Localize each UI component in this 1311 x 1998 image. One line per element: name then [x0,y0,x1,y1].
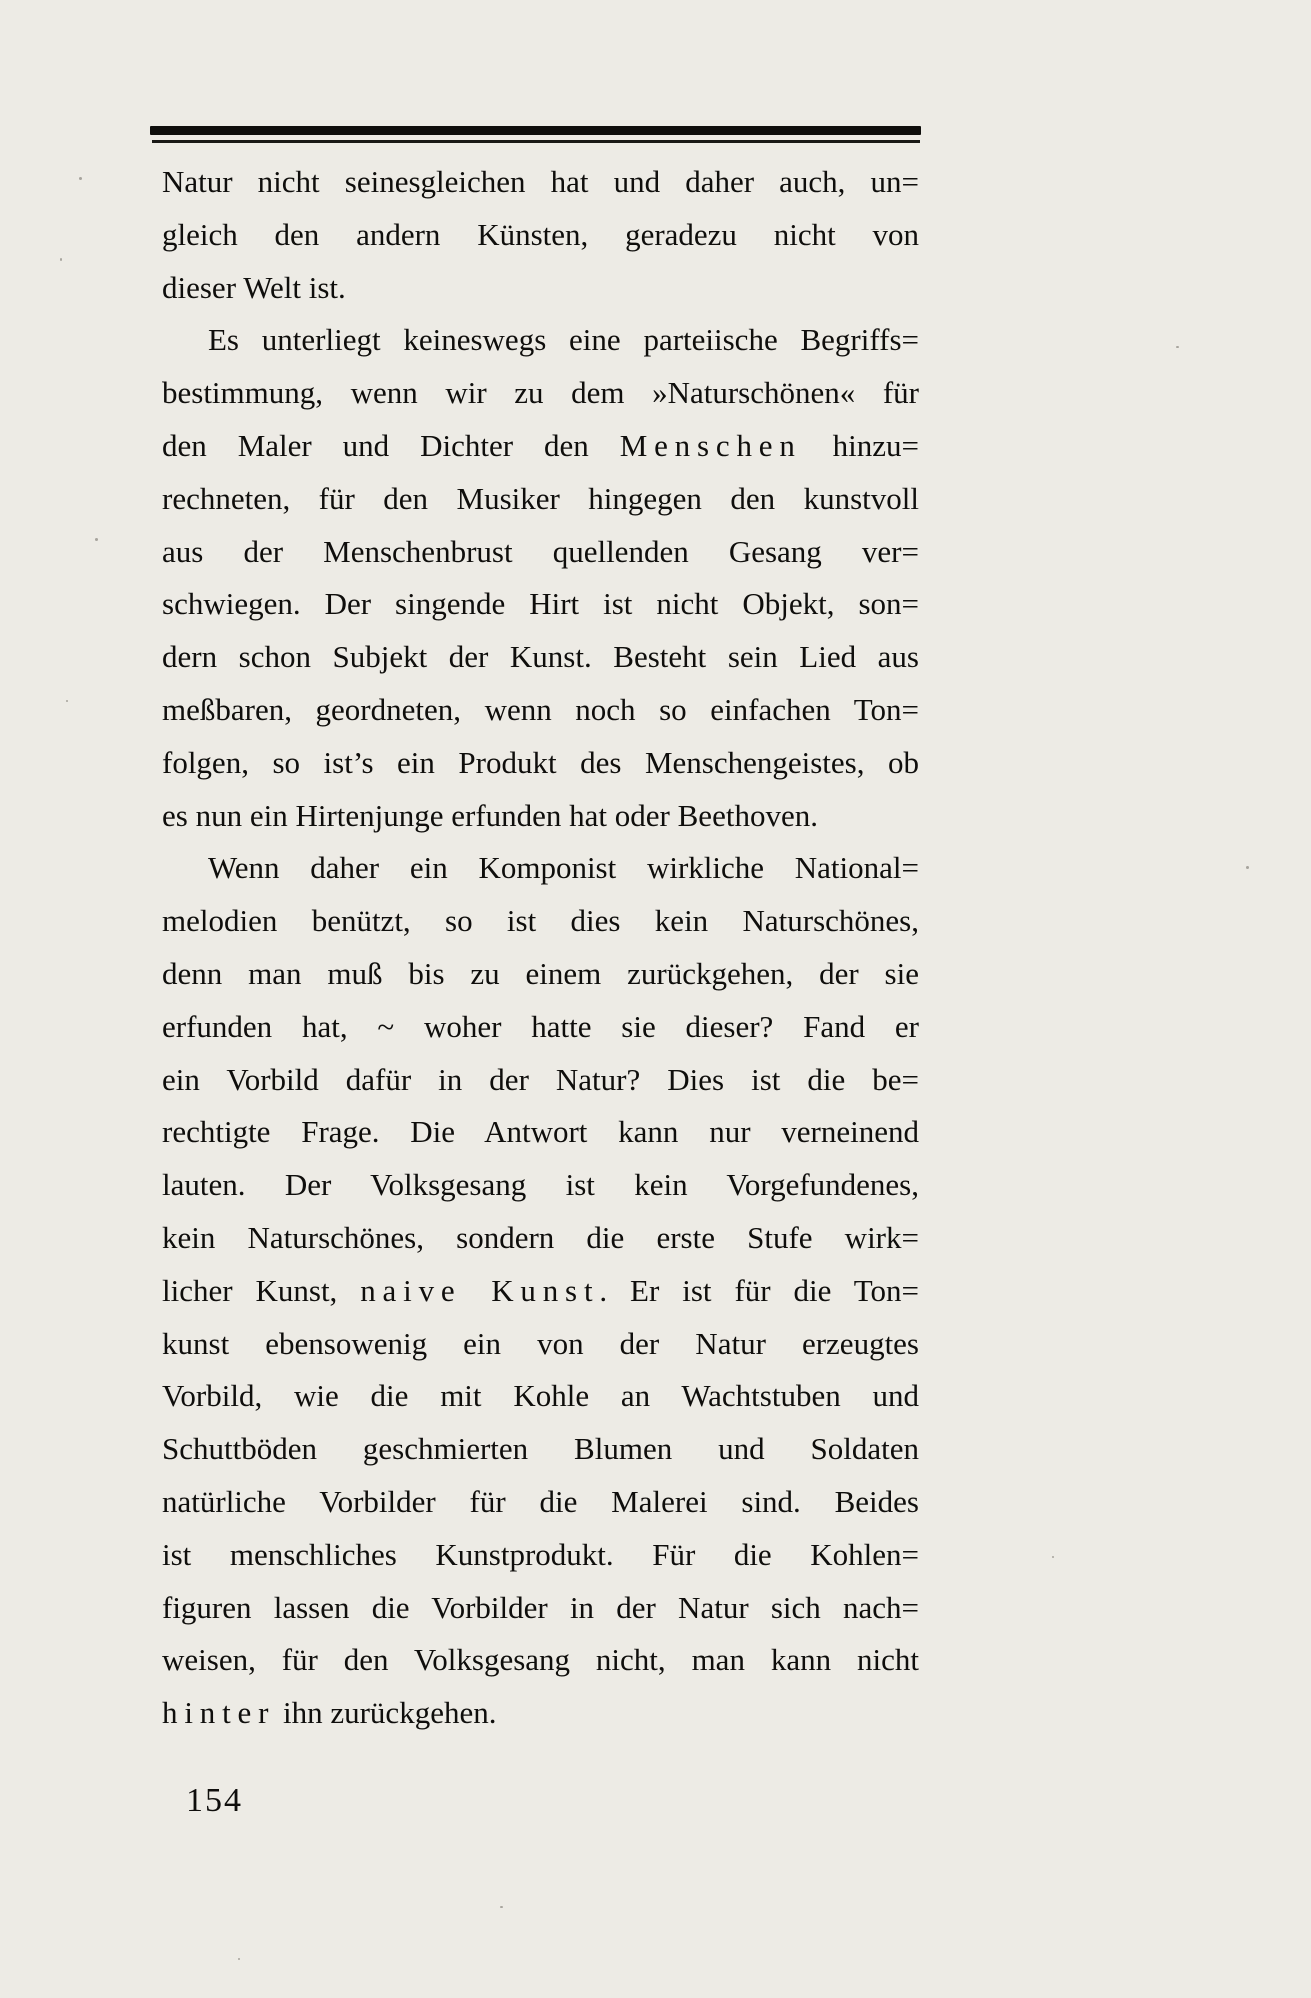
text-line [162,1634,919,1687]
text-line [162,1318,919,1371]
text-segment: kein Naturschönes, sondern die erste Stufe wirk= [162,1219,919,1255]
header-rule-thick [150,126,921,135]
text-line [162,790,919,843]
page-number: 154 [186,1782,243,1819]
scan-speckle [60,258,62,261]
text-segment: hinzu= [801,427,919,463]
text-segment: Es unterliegt keineswegs eine parteiische Begriffs= [208,322,919,358]
text-line [162,156,919,209]
text-line [162,842,919,895]
text-block [162,156,919,1740]
scan-speckle [1246,866,1249,869]
text-line [162,314,919,367]
text-segment: rechtigte Frage. Die Antwort kann nur verneinend [162,1114,919,1150]
text-line [162,1582,919,1635]
text-line [162,895,919,948]
header-rule-thin [152,140,920,143]
text-segment: figuren lassen die Vorbilder in der Natur sich nach= [162,1589,919,1625]
emphasized-text: naive Kunst [360,1272,600,1308]
text-line [162,948,919,1001]
scan-speckle [66,700,68,702]
text-line [162,1001,919,1054]
text-line [162,1212,919,1265]
text-segment: bestimmung, wenn wir zu dem »Naturschönen« für [162,375,919,411]
text-line [162,631,919,684]
text-line [162,526,919,579]
scan-speckle [1052,1556,1054,1558]
text-line [162,1529,919,1582]
text-line [162,1476,919,1529]
text-segment: erfunden hat, ~ woher hatte sie dieser? Fand er [162,1008,919,1044]
text-segment: meßbaren, geordneten, wenn noch so einfachen Ton= [162,691,919,727]
scan-speckle [1176,346,1179,348]
text-segment: ihn zurückgehen. [275,1695,497,1731]
scan-speckle [79,177,82,180]
text-segment: lauten. Der Volksgesang ist kein Vorgefundenes, [162,1167,919,1203]
text-line [162,1159,919,1212]
emphasized-text: Menschen [619,427,802,463]
text-line [162,262,919,315]
text-segment: Natur nicht seinesgleichen hat und daher auch, un= [162,164,919,199]
text-line [162,1265,919,1318]
text-line [162,420,919,473]
text-segment: folgen, so ist’s ein Produkt des Menschengeistes, ob [162,744,919,780]
text-line [162,1423,919,1476]
text-segment: ein Vorbild dafür in der Natur? Dies ist die be= [162,1061,919,1097]
text-segment: schwiegen. Der singende Hirt ist nicht Objekt, son= [162,586,919,622]
text-segment: Wenn daher ein Komponist wirkliche National= [208,850,919,886]
text-segment: licher Kunst, [162,1272,361,1308]
text-segment: aus der Menschenbrust quellenden Gesang ver= [162,533,919,569]
text-line [162,1106,919,1159]
text-segment: es nun ein Hirtenjunge erfunden hat oder Beethoven. [162,797,818,833]
text-segment: gleich den andern Künsten, geradezu nicht von [162,216,919,252]
text-segment: denn man muß bis zu einem zurückgehen, der sie [162,955,919,991]
text-segment: weisen, für den Volksgesang nicht, man kann nicht [162,1642,919,1678]
text-segment: rechneten, für den Musiker hingegen den kunstvoll [162,480,919,516]
text-segment: Vorbild, wie die mit Kohle an Wachtstuben und [162,1378,919,1414]
text-segment: . Er ist für die Ton= [599,1272,919,1308]
text-segment: ist menschliches Kunstprodukt. Für die Kohlen= [162,1536,919,1572]
text-line [162,1370,919,1423]
text-segment: kunst ebensowenig ein von der Natur erzeugtes [162,1325,919,1361]
text-line [162,209,919,262]
text-line [162,367,919,420]
text-segment: Schuttböden geschmierten Blumen und Soldaten [162,1431,919,1467]
scan-speckle [500,1906,503,1908]
text-segment: den Maler und Dichter den [162,427,620,463]
text-segment: dieser Welt ist. [162,269,346,305]
text-line [162,684,919,737]
text-line [162,1054,919,1107]
scan-speckle [238,1958,240,1960]
text-segment: natürliche Vorbilder für die Malerei sind. Beides [162,1483,919,1519]
emphasized-text: hinter [162,1695,276,1731]
text-line [162,737,919,790]
text-line [162,1687,919,1740]
text-line [162,578,919,631]
text-line [162,473,919,526]
scan-speckle [95,538,98,541]
text-segment: dern schon Subjekt der Kunst. Besteht sein Lied aus [162,639,919,675]
text-segment: melodien benützt, so ist dies kein Naturschönes, [162,903,919,939]
